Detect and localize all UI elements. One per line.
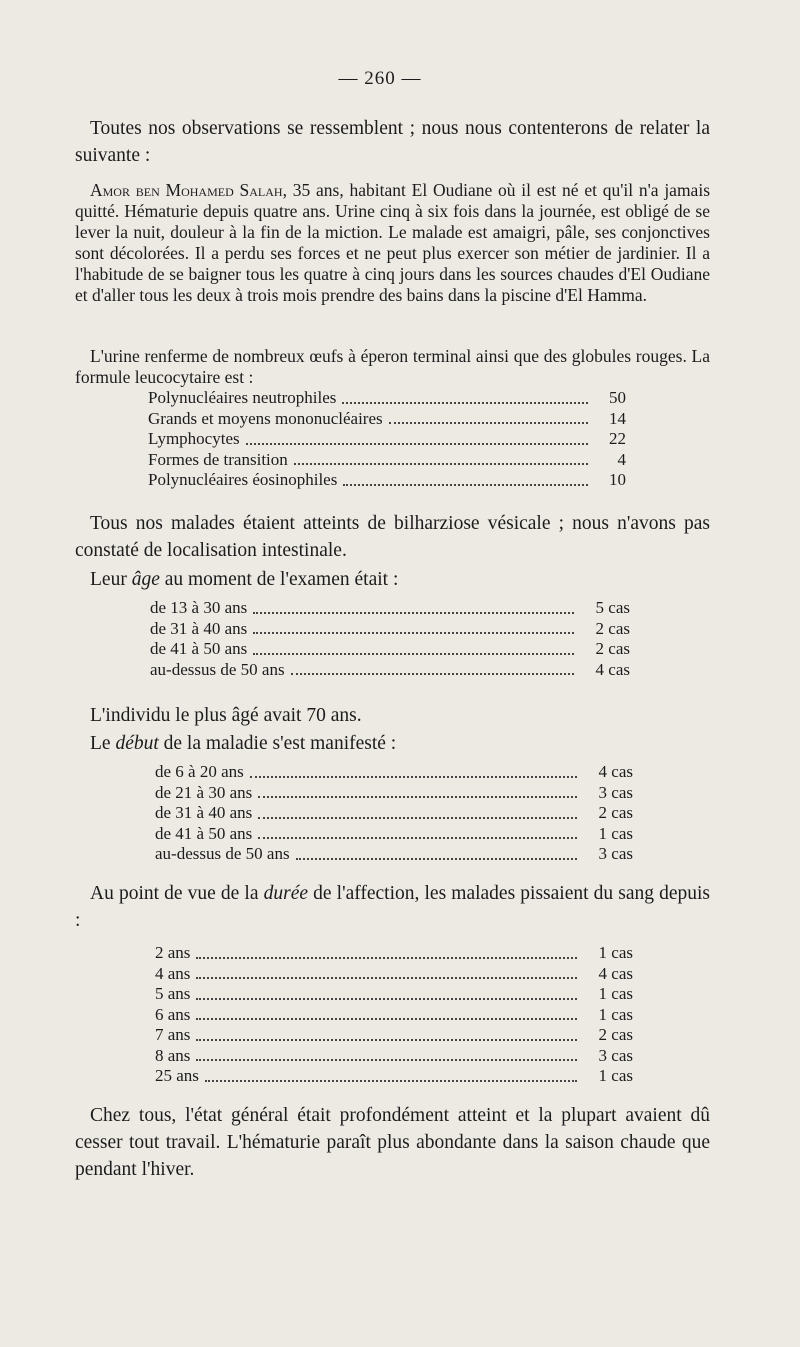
age-intro <box>75 566 710 593</box>
row-label: au-dessus de 50 ans <box>155 844 290 863</box>
row-label: 6 ans <box>155 1004 191 1024</box>
row-value: 3 cas <box>598 844 633 863</box>
text-fragment: de l'affection, les malades pissaient du sang depuis : <box>75 883 710 931</box>
dot-leader <box>258 817 577 819</box>
row-label: de 21 à 30 ans <box>155 782 253 802</box>
dot-leader <box>253 653 574 655</box>
intro-paragraph: Toutes nos observations se ressemblent ; nous nous contenterons de relater la suivante : <box>75 118 710 166</box>
row-label: de 31 à 40 ans <box>155 803 253 822</box>
dot-leader <box>253 612 574 614</box>
table-row <box>148 429 626 450</box>
debut-table <box>155 762 633 865</box>
row-label: 25 ans <box>155 1066 199 1085</box>
row-value: 3 cas <box>598 782 633 802</box>
row-value: 1 cas <box>598 984 633 1003</box>
dot-leader <box>296 858 577 860</box>
table-row <box>155 824 633 845</box>
row-label: Polynucléaires neutrophiles <box>148 388 337 407</box>
dot-leader <box>258 796 577 798</box>
row-label: 4 ans <box>155 963 191 983</box>
row-value: 1 cas <box>598 823 633 843</box>
dot-leader <box>253 632 574 634</box>
table-row <box>155 803 633 824</box>
dot-leader <box>205 1080 577 1082</box>
dot-leader <box>196 957 577 959</box>
table-row <box>148 388 626 409</box>
row-label: au-dessus de 50 ans <box>150 659 285 679</box>
row-label: de 6 à 20 ans <box>155 762 244 781</box>
duree-intro <box>75 880 710 934</box>
dot-leader <box>342 402 588 404</box>
dot-leader <box>196 1059 577 1061</box>
table-row <box>155 984 633 1005</box>
row-value: 1 cas <box>598 1066 633 1085</box>
dot-leader <box>246 443 588 445</box>
table-row <box>155 762 633 783</box>
row-value: 14 <box>609 408 626 428</box>
table-row <box>150 598 630 619</box>
text-fragment: Leur <box>90 569 132 590</box>
emphasis-age: âge <box>131 569 160 590</box>
row-value: 4 <box>617 449 626 469</box>
row-value: 5 cas <box>595 598 630 617</box>
table-row <box>155 1066 633 1087</box>
row-value: 22 <box>609 429 626 448</box>
patient-name: Amor ben Mohamed Salah <box>90 180 283 200</box>
row-label: de 41 à 50 ans <box>150 639 248 658</box>
row-value: 2 cas <box>595 618 630 638</box>
dot-leader <box>196 977 577 979</box>
row-value: 10 <box>609 470 626 489</box>
row-value: 3 cas <box>598 1045 633 1065</box>
row-label: 2 ans <box>155 943 191 962</box>
table-row <box>155 1046 633 1067</box>
table-row <box>155 783 633 804</box>
emphasis-debut: début <box>115 733 159 754</box>
table-row <box>148 450 626 471</box>
dot-leader <box>258 837 577 839</box>
text-fragment: Au point de vue de la <box>90 883 264 904</box>
row-value: 1 cas <box>598 943 633 962</box>
age-table <box>150 598 630 680</box>
row-value: 2 cas <box>595 639 630 658</box>
observation-text: , 35 ans, habitant El Oudiane où il est né et qu'il n'a jamais quitté. Hématurie depuis quatre ans. Urine cinq à six fois dans la journée, est obligé de se lever la nuit, douleur à la fin de la miction. Le malade est amaigri, pâle, ses conjonctives sont décolorées. Il a perdu ses forces et ne peut plus exercer son métier de jardinier. Il a l'habitude de se baigner tous les quatre à cinq jours dans les sources chaudes d'El Oudiane et d'aller tous les deux à trois mois prendre des bains dans la piscine d'El Hamma. <box>75 180 710 305</box>
oldest-sentence: L'individu le plus âgé avait 70 ans. <box>90 705 362 726</box>
page-number: — 260 — <box>338 68 422 89</box>
text-fragment: de la maladie s'est manifesté : <box>158 733 397 754</box>
debut-intro <box>75 730 710 757</box>
row-label: de 13 à 30 ans <box>150 598 248 617</box>
table-row <box>148 409 626 430</box>
row-value: 4 cas <box>598 762 633 781</box>
conclusion-paragraph: Chez tous, l'état général était profondément atteint et la plupart avaient dû cesser tout travail. L'hématurie paraît plus abondante dans la saison chaude que pendant l'hiver. <box>75 1105 710 1180</box>
row-value: 2 cas <box>598 803 633 822</box>
dot-leader <box>294 463 588 465</box>
row-label: Lymphocytes <box>148 429 240 448</box>
row-value: 1 cas <box>598 1004 633 1024</box>
table-row <box>155 1005 633 1026</box>
leukocyte-formula-table <box>148 388 626 491</box>
dot-leader <box>196 1018 577 1020</box>
row-value: 2 cas <box>598 1025 633 1044</box>
dot-leader <box>291 673 574 675</box>
dot-leader <box>389 422 588 424</box>
dot-leader <box>343 484 588 486</box>
row-label: 7 ans <box>155 1025 191 1044</box>
table-row <box>148 470 626 491</box>
row-label: Polynucléaires éosinophiles <box>148 470 338 489</box>
bilharziose-paragraph: Tous nos malades étaient atteints de bilharziose vésicale ; nous n'avons pas constaté de localisation intestinale. <box>75 513 710 561</box>
observation-paragraph <box>75 180 710 306</box>
row-label: 8 ans <box>155 1045 191 1065</box>
row-label: Formes de transition <box>148 449 288 469</box>
row-label: Grands et moyens mononucléaires <box>148 408 383 428</box>
emphasis-duree: durée <box>263 883 309 904</box>
table-row <box>150 639 630 660</box>
dot-leader <box>196 1039 577 1041</box>
table-row <box>150 619 630 640</box>
text-fragment: Le <box>90 733 116 754</box>
table-row <box>155 1025 633 1046</box>
table-row <box>155 964 633 985</box>
table-row <box>155 844 633 865</box>
dot-leader <box>250 776 577 778</box>
urine-paragraph: L'urine renferme de nombreux œufs à éperon terminal ainsi que des globules rouges. La formule leucocytaire est : <box>75 346 710 387</box>
table-row <box>155 943 633 964</box>
row-label: 5 ans <box>155 984 191 1003</box>
row-value: 4 cas <box>595 659 630 679</box>
row-value: 4 cas <box>598 963 633 983</box>
table-row <box>150 660 630 681</box>
duree-table <box>155 943 633 1087</box>
row-label: de 41 à 50 ans <box>155 823 253 843</box>
row-value: 50 <box>609 388 626 407</box>
text-fragment: au moment de l'examen était : <box>159 569 399 590</box>
row-label: de 31 à 40 ans <box>150 618 248 638</box>
dot-leader <box>196 998 577 1000</box>
